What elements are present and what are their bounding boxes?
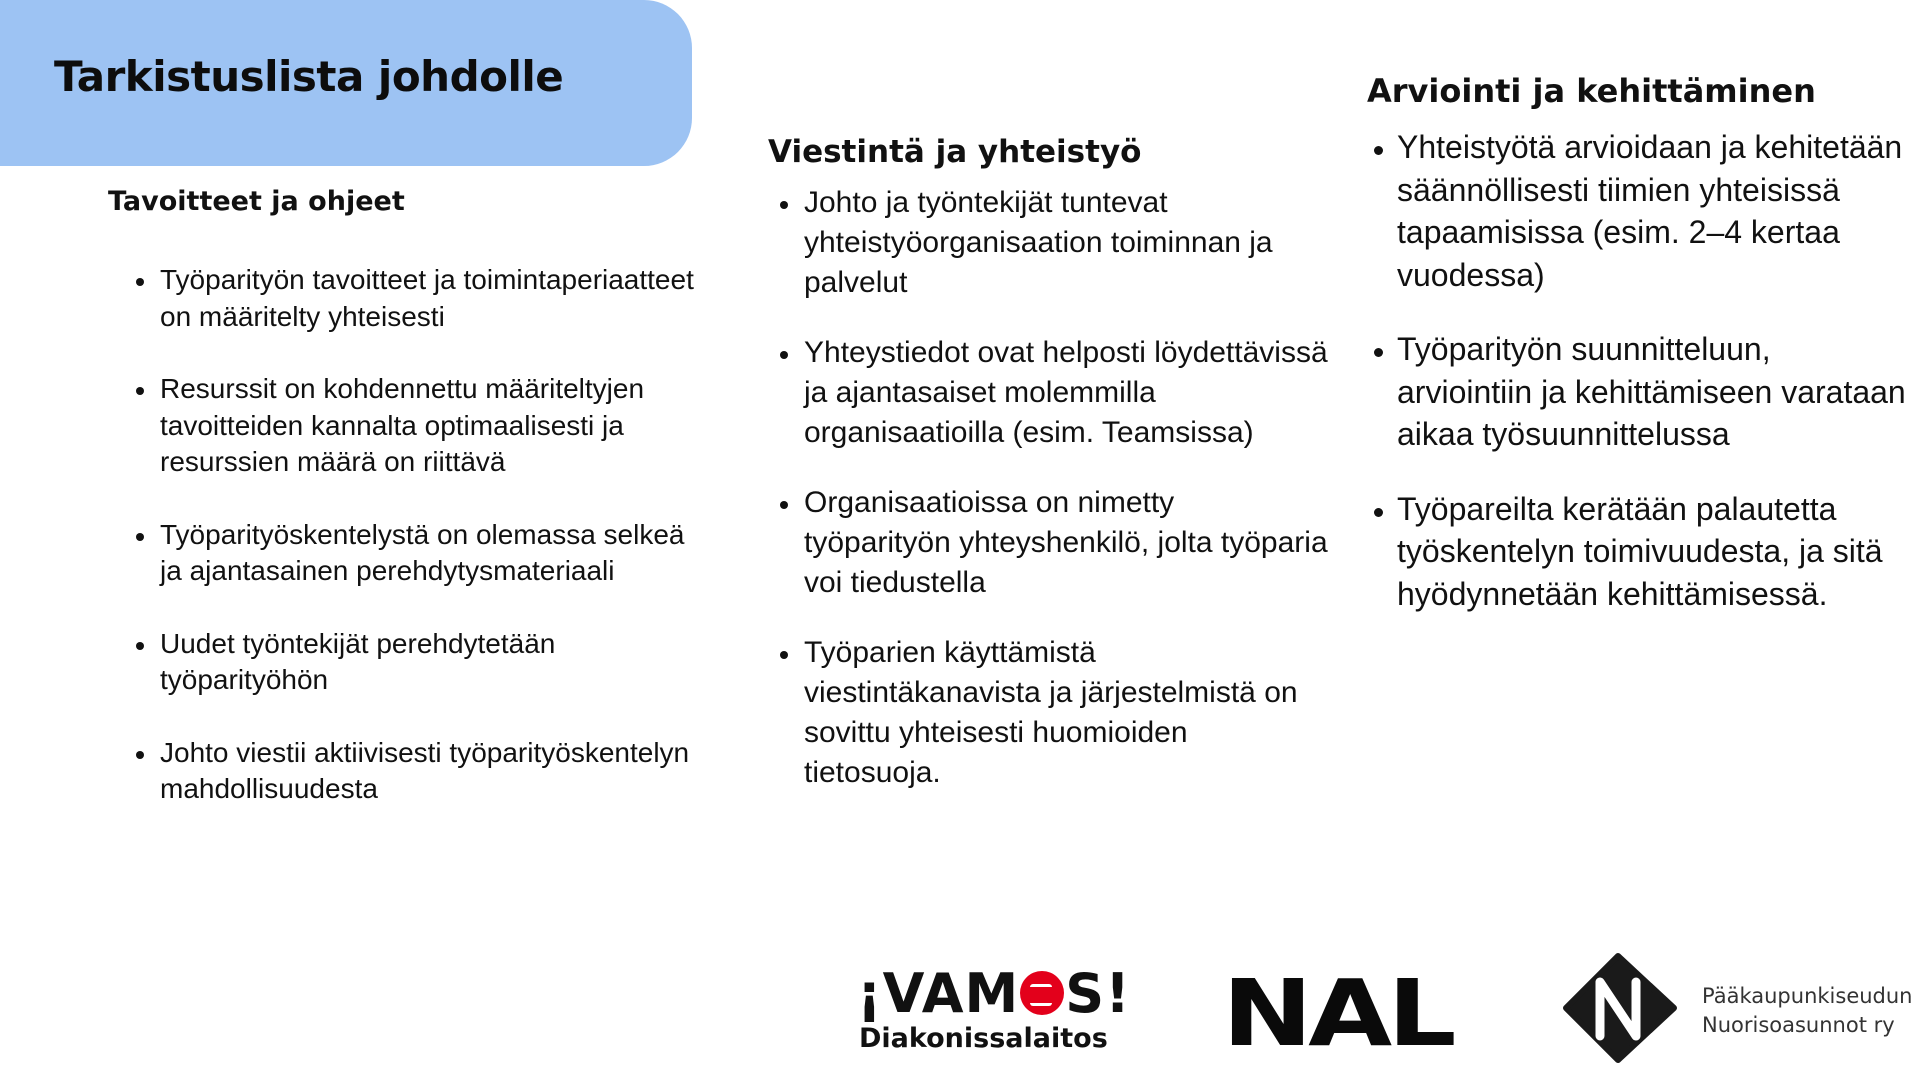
- list-item: Työparityöskentelystä on olemassa selkeä ja ajantasainen perehdytysmateriaali: [160, 517, 708, 590]
- list-item: Organisaatioissa on nimetty työparityön yhteyshenkilö, jolta työparia voi tiedustella: [804, 483, 1328, 603]
- column-evaluation: [1367, 72, 1907, 647]
- list-item: Työpareilta kerätään palautetta työskentelyn toimivuudesta, ja sitä hyödynnetään kehittämisessä.: [1397, 488, 1907, 616]
- list-item: Yhteistyötä arvioidaan ja kehitetään säännöllisesti tiimien yhteisissä tapaamisissa (esim. 2–4 kertaa vuodessa): [1397, 126, 1907, 296]
- list-item: Työparityön tavoitteet ja toimintaperiaatteet on määritelty yhteisesti: [160, 262, 708, 335]
- nal-wordmark: NAL: [1222, 960, 1452, 1067]
- vamos-o-icon: [1020, 971, 1064, 1015]
- list-item: Resurssit on kohdennettu määriteltyjen tavoitteiden kannalta optimaalisesti ja resurssien määrä on riittävä: [160, 371, 708, 481]
- vamos-wordmark: ¡VAM S!: [857, 962, 1131, 1025]
- nuoriso-text: Pääkaupunkiseudun Nuorisoasunnot ry: [1702, 984, 1913, 1037]
- vamos-logo: [857, 962, 1131, 1055]
- vamos-subtitle: Diakonissalaitos: [859, 1023, 1108, 1054]
- column-heading: Arviointi ja kehittäminen: [1367, 72, 1816, 110]
- bullet-list: [160, 262, 708, 808]
- list-item: Yhteystiedot ovat helposti löydettävissä ja ajantasaiset molemmilla organisaatioilla (esim. Teamsissa): [804, 333, 1328, 453]
- page-title: Tarkistuslista johdolle: [54, 52, 564, 101]
- column-goals: [108, 186, 708, 844]
- column-communication: [768, 134, 1328, 823]
- bullet-list: [1397, 126, 1907, 615]
- list-item: Johto ja työntekijät tuntevat yhteistyöorganisaation toiminnan ja palvelut: [804, 183, 1328, 303]
- column-heading: Viestintä ja yhteistyö: [768, 134, 1142, 170]
- bullet-list: [804, 183, 1328, 793]
- list-item: Uudet työntekijät perehdytetään työparityöhön: [160, 626, 708, 699]
- nal-logo: [1222, 960, 1452, 1067]
- diamond-n-icon: [1562, 952, 1680, 1064]
- list-item: Johto viestii aktiivisesti työparityöskentelyn mahdollisuudesta: [160, 735, 708, 808]
- title-banner: [0, 0, 692, 166]
- nuorisoasunnot-logo: [1562, 952, 1912, 1064]
- list-item: Työparien käyttämistä viestintäkanavista ja järjestelmistä on sovittu yhteisesti huomioiden tietosuoja.: [804, 633, 1328, 793]
- list-item: Työparityön suunnitteluun, arviointiin ja kehittämiseen varataan aikaa työsuunnittelussa: [1397, 328, 1907, 456]
- column-heading: Tavoitteet ja ohjeet: [108, 186, 405, 217]
